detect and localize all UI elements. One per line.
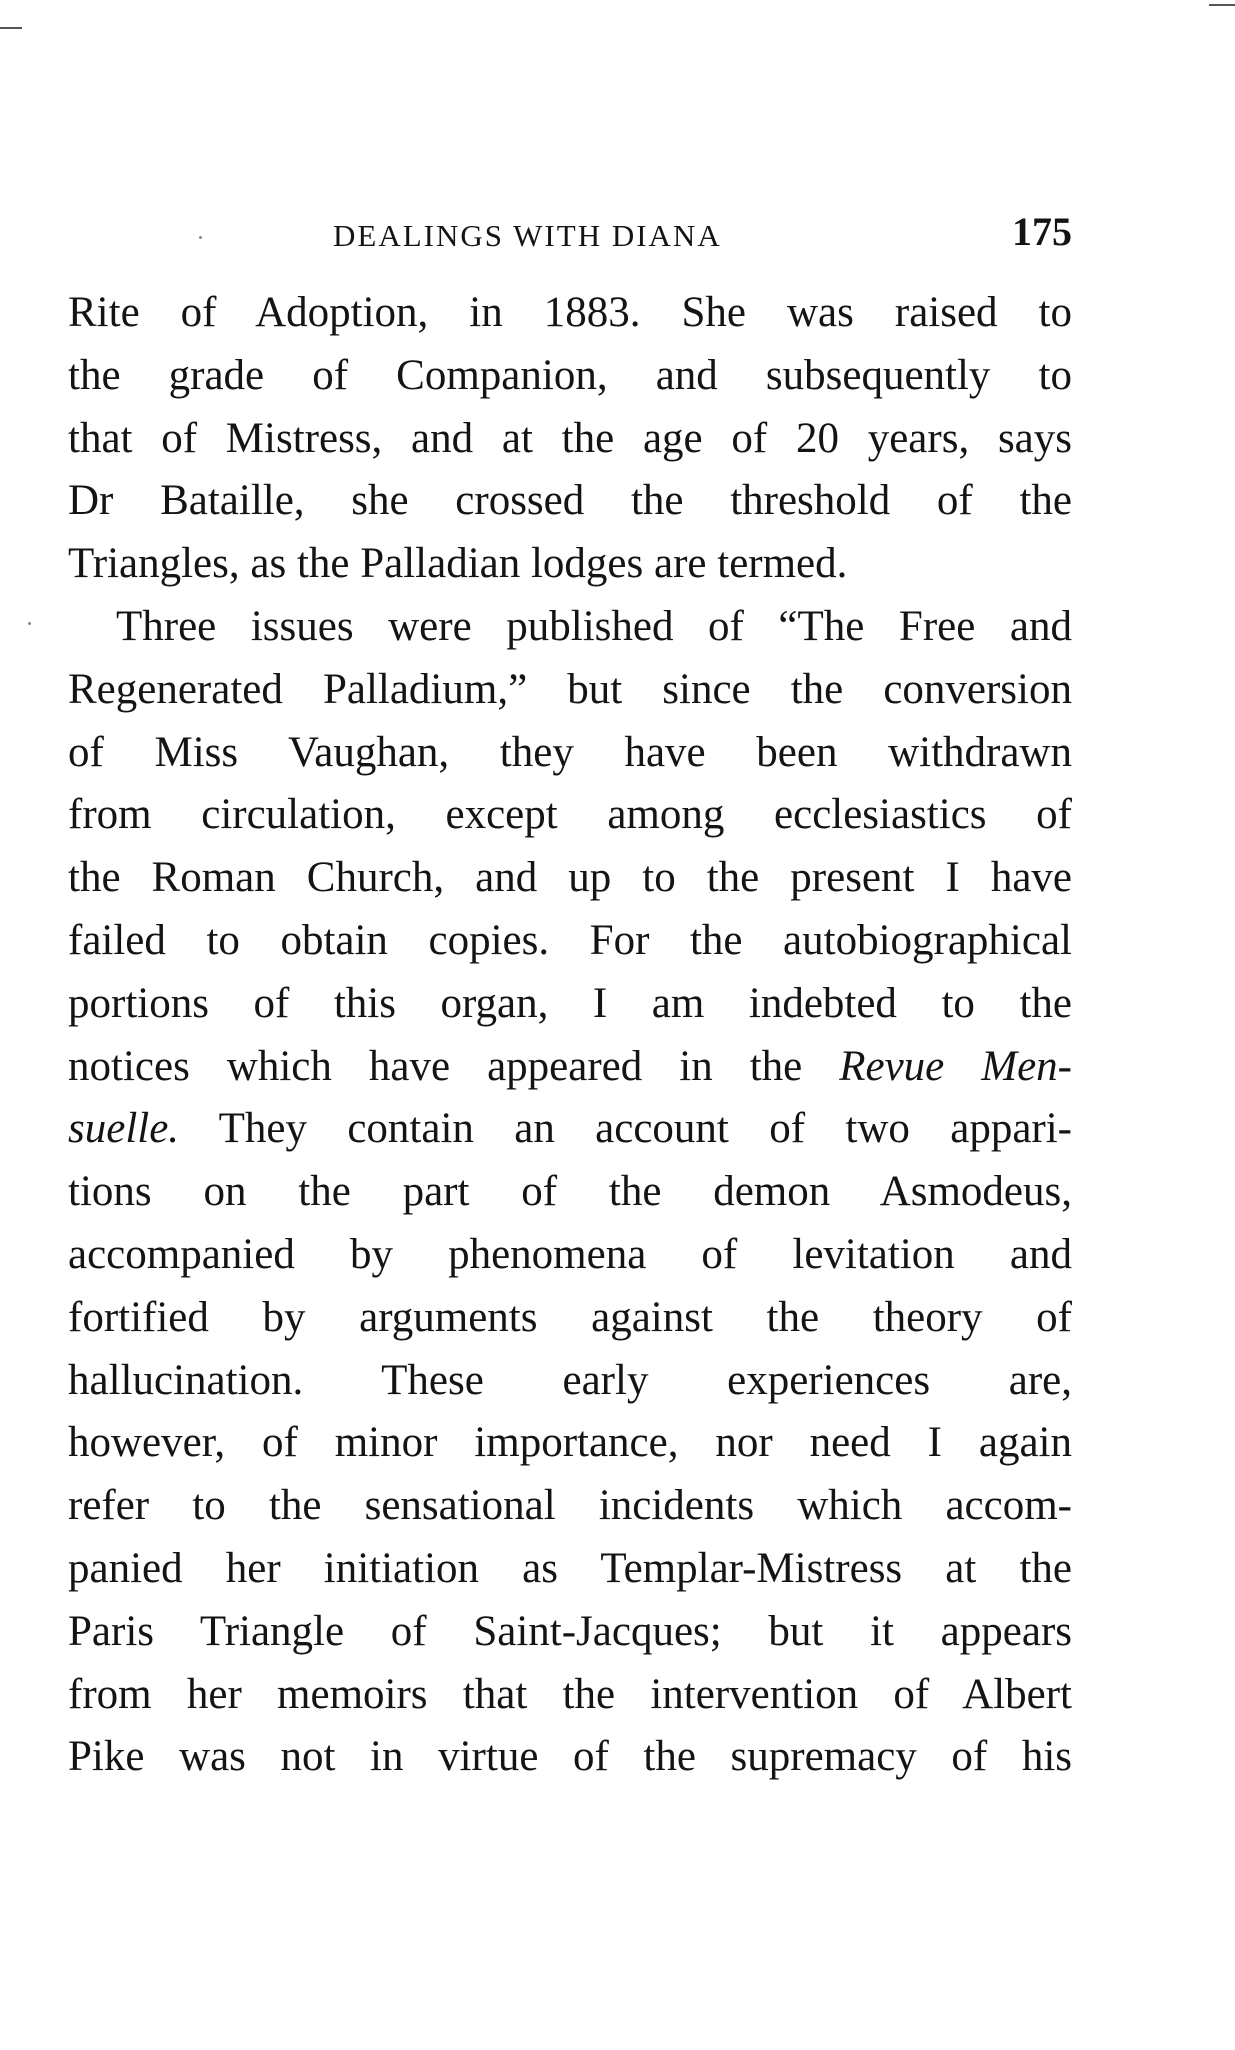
text-line: Dr Bataille, she crossed the threshold of the: [68, 477, 1072, 525]
text-segment: notices which have appeared in the: [68, 1042, 803, 1090]
text-line: fortified by arguments against the theory of: [68, 1293, 1072, 1341]
scan-edge-mark: [1209, 4, 1235, 6]
text-line-with-italic: [68, 1036, 1072, 1099]
text-line: accompanied by phenomena of levitation and: [68, 1230, 1072, 1278]
text-line: Rite of Adoption, in 1883. She was raised to: [68, 289, 1072, 336]
text-line: Paris Triangle of Saint-Jacques; but it appears: [68, 1607, 1072, 1655]
text-line: the Roman Church, and up to the present I have: [68, 854, 1072, 902]
text-line: the grade of Companion, and subsequently to: [68, 351, 1072, 399]
text-line: hallucination. These early experiences are,: [68, 1356, 1072, 1404]
text-line: portions of this organ, I am indebted to the: [68, 979, 1072, 1027]
page-number: 175: [1012, 209, 1072, 254]
text-line: panied her initiation as Templar-Mistress at the: [68, 1544, 1072, 1592]
text-line: from circulation, except among ecclesiastics of: [68, 791, 1072, 839]
text-line: from her memoirs that the intervention of Albert: [68, 1670, 1072, 1718]
italic-title: suelle.: [68, 1105, 180, 1153]
scan-speck: [28, 622, 31, 625]
text-line: however, of minor importance, nor need I again: [68, 1419, 1072, 1467]
body-text: [68, 282, 1072, 1789]
text-line: tions on the part of the demon Asmodeus,: [68, 1168, 1072, 1216]
text-line: Three issues were published of “The Free and: [116, 602, 1072, 650]
text-line: failed to obtain copies. For the autobiographical: [68, 916, 1072, 964]
scan-edge-mark: [0, 27, 22, 29]
text-line: that of Mistress, and at the age of 20 years, says: [68, 414, 1072, 462]
text-line: Regenerated Palladium,” but since the conversion: [68, 665, 1072, 713]
text-line-with-italic: [68, 1098, 1072, 1161]
text-line: of Miss Vaughan, they have been withdrawn: [68, 728, 1072, 776]
text-segment: They contain an account of two appari-: [218, 1105, 1072, 1153]
running-head: [68, 208, 1072, 260]
italic-title: Revue Men-: [839, 1042, 1073, 1090]
text-line: Triangles, as the Palladian lodges are termed.: [68, 540, 848, 588]
text-line: Pike was not in virtue of the supremacy of his: [68, 1733, 1072, 1781]
text-line: refer to the sensational incidents which accom-: [68, 1482, 1072, 1530]
running-title: DEALINGS WITH DIANA: [333, 218, 722, 253]
